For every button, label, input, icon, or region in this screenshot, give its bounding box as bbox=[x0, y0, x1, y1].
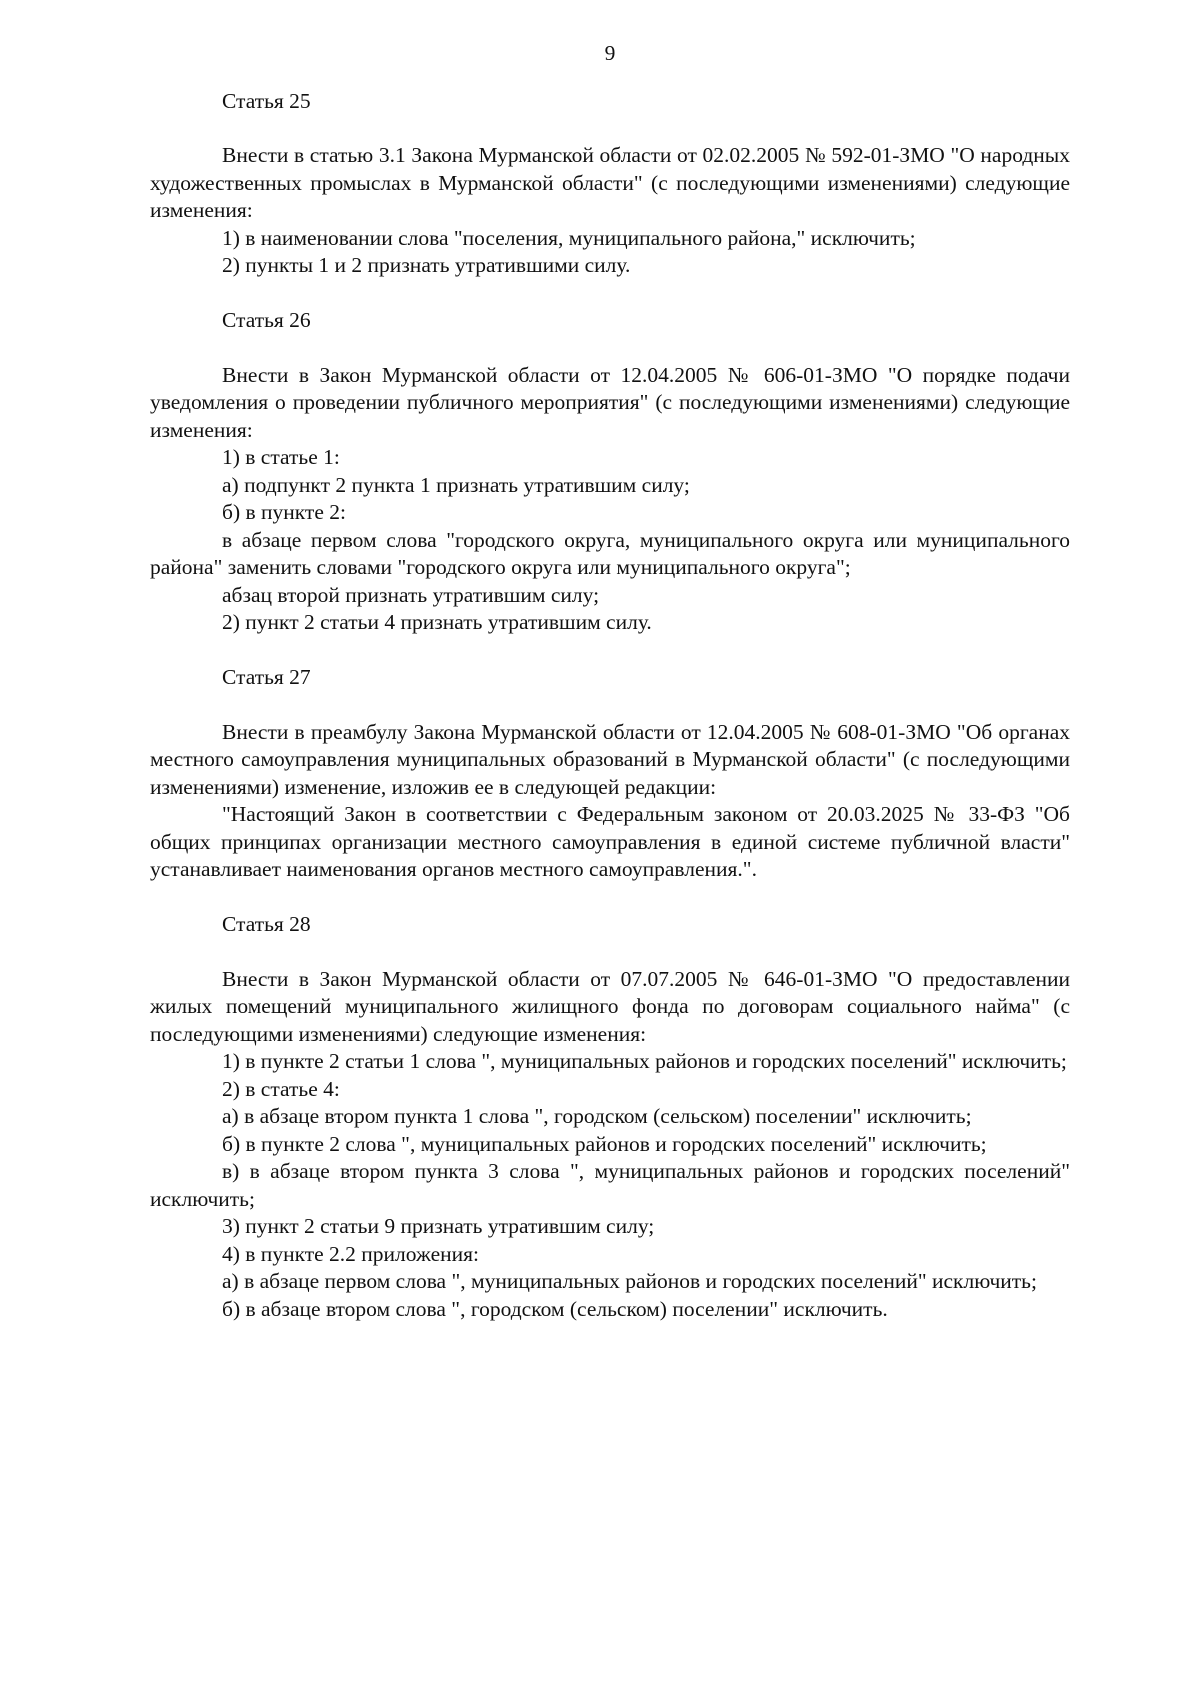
paragraph: а) подпункт 2 пункта 1 признать утратившим силу; bbox=[222, 472, 690, 497]
paragraph: "Настоящий Закон в соответствии с Федеральным законом от 20.03.2025 № 33-ФЗ "Об общих принципах организации местного самоуправления в единой системе публичной власти" устанавливает наименования органов местного самоуправления.". bbox=[150, 802, 1070, 881]
article-title: Статья 27 bbox=[222, 665, 311, 689]
paragraph: 4) в пункте 2.2 приложения: bbox=[222, 1241, 479, 1266]
paragraph: 1) в статье 1: bbox=[222, 445, 340, 469]
article-title: Статья 25 bbox=[222, 88, 311, 113]
paragraph: 1) в пункте 2 статьи 1 слова ", муниципальных районов и городских поселений" исключить; bbox=[222, 1049, 1067, 1073]
article-28 bbox=[150, 911, 1070, 1323]
paragraph: Внести в Закон Мурманской области от 12.04.2005 № 606-01-ЗМО "О порядке подачи уведомления о проведении публичного мероприятия" (с последующими изменениями) следующие изменения: bbox=[150, 362, 1070, 442]
article-25 bbox=[150, 88, 1070, 280]
document-page bbox=[150, 40, 1070, 1323]
spacer bbox=[150, 884, 1070, 912]
paragraph: 2) в статье 4: bbox=[222, 1076, 340, 1101]
paragraph: Внести в Закон Мурманской области от 07.07.2005 № 646-01-ЗМО "О предоставлении жилых помещений муниципального жилищного фонда по договорам социального найма" (с последующими изменениями) следующие изменения: bbox=[150, 966, 1070, 1046]
article-26 bbox=[150, 307, 1070, 637]
paragraph: а) в абзаце втором пункта 1 слова ", городском (сельском) поселении" исключить; bbox=[222, 1104, 972, 1128]
paragraph: 1) в наименовании слова "поселения, муниципального района," исключить; bbox=[222, 225, 916, 250]
article-27 bbox=[150, 664, 1070, 884]
paragraph: в абзаце первом слова "городского округа, муниципального округа или муниципального района" заменить словами "городского округа или муниципального округа"; bbox=[150, 527, 1070, 579]
article-title: Статья 28 bbox=[222, 912, 311, 936]
spacer bbox=[150, 280, 1070, 308]
paragraph: а) в абзаце первом слова ", муниципальных районов и городских поселений" исключить; bbox=[222, 1269, 1037, 1293]
paragraph: б) в пункте 2 слова ", муниципальных районов и городских поселений" исключить; bbox=[222, 1131, 987, 1156]
page-number: 9 bbox=[604, 41, 616, 65]
paragraph: 2) пункты 1 и 2 признать утратившими силу. bbox=[222, 253, 631, 277]
spacer bbox=[150, 637, 1070, 665]
paragraph: 3) пункт 2 статьи 9 признать утратившим силу; bbox=[222, 1214, 655, 1238]
paragraph: Внести в статью 3.1 Закона Мурманской области от 02.02.2005 № 592-01-ЗМО "О народных художественных промыслах в Мурманской области" (с последующими изменениями) следующие изменения: bbox=[150, 143, 1070, 222]
article-title: Статья 26 bbox=[222, 308, 311, 332]
paragraph: б) в пункте 2: bbox=[222, 500, 346, 524]
paragraph: абзац второй признать утратившим силу; bbox=[222, 582, 600, 607]
paragraph: Внести в преамбулу Закона Мурманской области от 12.04.2005 № 608-01-ЗМО "Об органах местного самоуправления муниципальных образований в Мурманской области" (с последующими изменениями) изменение, изложив ее в следующей редакции: bbox=[150, 719, 1070, 799]
paragraph: 2) пункт 2 статьи 4 признать утратившим силу. bbox=[222, 610, 652, 634]
paragraph: б) в абзаце втором слова ", городском (сельском) поселении" исключить. bbox=[222, 1296, 888, 1321]
paragraph: в) в абзаце втором пункта 3 слова ", муниципальных районов и городских поселений" исключить; bbox=[150, 1159, 1070, 1211]
